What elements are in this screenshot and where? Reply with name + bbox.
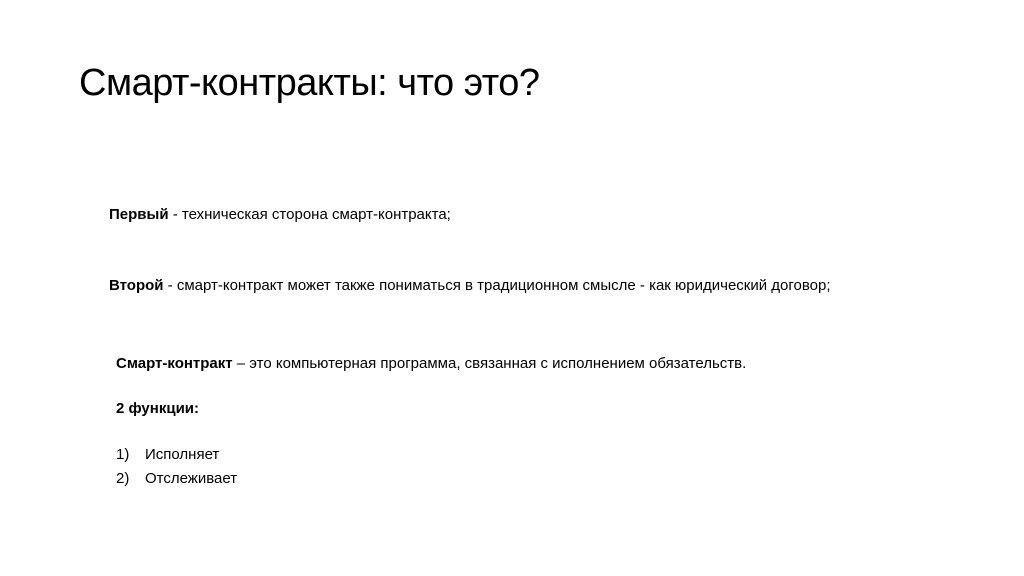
list-item [116, 469, 237, 489]
definition-term: Смарт-контракт [116, 355, 233, 372]
slide-title: Смарт-контракты: что это? [79, 62, 540, 104]
point-second [109, 276, 831, 296]
definition [116, 354, 746, 374]
point-first-text: - техническая сторона смарт-контракта; [168, 206, 451, 223]
point-second-text: - смарт-контракт может также пониматься в традиционном смысле - как юридический договор; [163, 277, 831, 294]
list-item [116, 445, 219, 465]
functions-heading [116, 399, 199, 419]
point-second-term: Второй [109, 277, 164, 294]
list-item-number: 2) [116, 470, 130, 487]
list-item-text: Отслеживает [145, 470, 238, 487]
functions-heading-text: 2 функции: [116, 400, 200, 417]
list-item-text: Исполняет [145, 446, 220, 463]
point-first [109, 205, 451, 225]
list-item-number: 1) [116, 446, 130, 463]
definition-text: – это компьютерная программа, связанная с исполнением обязательств. [232, 355, 747, 372]
point-first-term: Первый [109, 206, 169, 223]
